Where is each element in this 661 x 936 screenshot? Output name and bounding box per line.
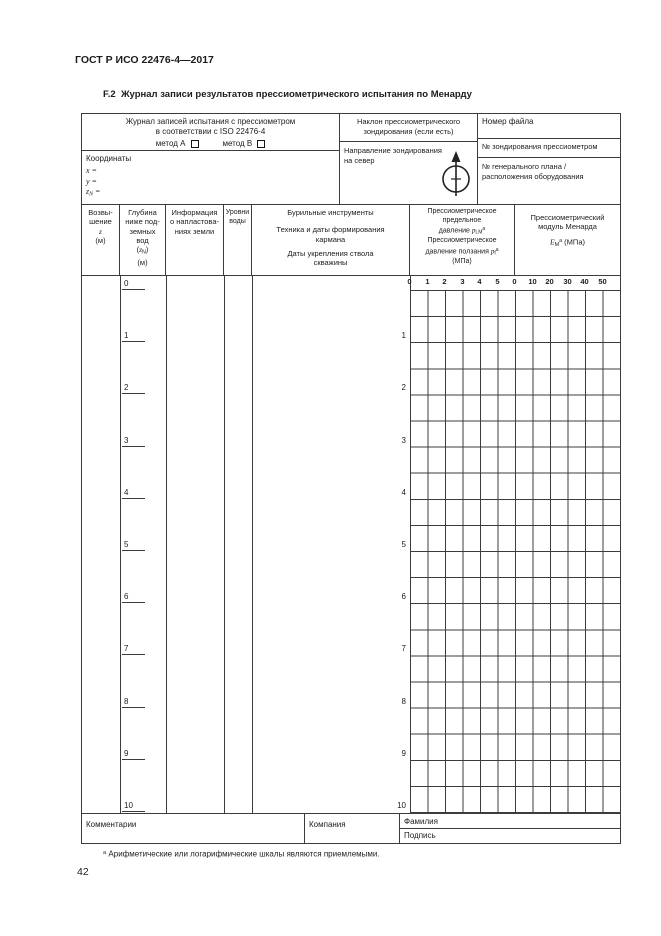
method-a-label: метод A xyxy=(155,139,186,148)
incline-line2: зондирования (если есть) xyxy=(363,126,454,136)
direction-box xyxy=(340,142,478,204)
drill-line2: Техника и даты формирования xyxy=(276,225,385,235)
elevation-unit: (м) xyxy=(95,235,106,245)
depth-label-left: 4 xyxy=(122,487,145,499)
pressuremeter-form xyxy=(81,113,621,844)
coordinates-title: Координаты xyxy=(86,154,132,163)
file-number-label: Номер файла xyxy=(482,117,534,126)
depth-label-left: 9 xyxy=(122,748,145,760)
zn-equals: = xyxy=(92,187,101,197)
north-direction-compass-icon xyxy=(439,150,473,201)
method-b-checkbox xyxy=(257,140,265,148)
modulus-symbol-line xyxy=(515,237,620,250)
drill-line1: Бурильные инструменты xyxy=(287,208,374,217)
em-symbol: E xyxy=(550,237,555,247)
plan-line1: № генерального плана / xyxy=(482,162,567,171)
method-a-checkbox xyxy=(191,140,199,148)
depth-label-left: 2 xyxy=(122,382,145,394)
coordinate-zn xyxy=(86,187,339,200)
em-sup: a xyxy=(559,237,563,244)
pressure-unit: (МПа) xyxy=(452,258,472,265)
footnote-text: Арифметические или логарифмические шкалы являются приемлемыми. xyxy=(106,849,380,859)
zn-subscript: N xyxy=(89,191,93,198)
depth-label-right: 9 xyxy=(401,749,406,758)
elevation-line2: шение xyxy=(89,217,112,227)
incline-line1: Наклон прессиометрического xyxy=(356,117,461,126)
footer-row xyxy=(82,813,620,843)
journal-header-box xyxy=(82,114,340,151)
pressure-tick: 4 xyxy=(477,277,482,286)
depth-symbol xyxy=(120,245,165,258)
pf-sup: a xyxy=(495,246,499,253)
plm-sub: LM xyxy=(475,229,483,236)
journal-line1: Журнал записей испытания с прессиометром xyxy=(125,117,296,126)
pressure-tick: 5 xyxy=(495,277,500,286)
depth-label-right: 6 xyxy=(401,592,406,601)
depth-line1: Глубина xyxy=(128,208,157,217)
depth-label-right: 4 xyxy=(401,488,406,497)
depth-label-left: 8 xyxy=(122,696,145,708)
footnote xyxy=(103,849,380,859)
pressure-line3-pre: давление xyxy=(438,227,472,235)
method-b xyxy=(223,139,266,149)
table-header xyxy=(82,204,620,276)
pf-sub: f xyxy=(494,250,496,257)
zn-symbol: z xyxy=(86,187,90,197)
column-divider xyxy=(252,276,253,813)
depth-label-right: 5 xyxy=(401,540,406,549)
modulus-tick: 30 xyxy=(563,277,572,286)
pressure-tick: 2 xyxy=(442,277,447,286)
pressure-line1: Прессиометрическое xyxy=(427,208,497,215)
modulus-line2: модуль Менарда xyxy=(538,222,597,232)
column-divider xyxy=(224,276,225,813)
depth-paren-close: ) xyxy=(145,245,149,255)
depth-line3: земных xyxy=(129,226,156,236)
incline-box xyxy=(340,114,478,142)
plan-line2: расположения оборудования xyxy=(482,171,584,181)
drill-line3: кармана xyxy=(315,234,346,244)
depth-label-left: 6 xyxy=(122,591,145,603)
col-header-modulus xyxy=(515,205,620,275)
depth-label-left: 3 xyxy=(122,435,145,447)
depth-line4: вод xyxy=(136,235,149,245)
pf-symbol: p xyxy=(490,247,495,256)
depth-label-left: 0 xyxy=(122,278,145,290)
sounding-number-box xyxy=(478,139,620,158)
depth-label-right: 2 xyxy=(401,383,406,392)
elevation-symbol: z xyxy=(99,226,102,236)
col-header-elevation xyxy=(82,205,120,275)
comments-label: Комментарии xyxy=(86,820,137,829)
depth-label-left: 1 xyxy=(122,330,145,342)
surname-label: Фамилия xyxy=(400,814,620,829)
modulus-unit: (МПа) xyxy=(562,237,585,247)
table-body xyxy=(82,276,620,813)
pressure-tick: 3 xyxy=(460,277,465,286)
water-line2: воды xyxy=(229,218,246,226)
drill-line5: скважины xyxy=(313,258,348,268)
pressure-tick: 0 xyxy=(407,277,412,286)
em-sub: M xyxy=(554,241,560,248)
pressuremeter-chart-grid xyxy=(410,290,620,813)
pressure-line2: предельное xyxy=(442,216,482,224)
strata-line2: о напластова- xyxy=(169,217,220,227)
modulus-line1: Прессиометрический xyxy=(530,213,605,222)
page-number: 42 xyxy=(77,866,89,878)
strata-line3: ниях земли xyxy=(174,226,215,236)
depth-label-right: 10 xyxy=(397,801,406,810)
modulus-tick: 20 xyxy=(545,277,554,286)
company-cell xyxy=(305,814,400,843)
pressure-line4: Прессиометрическое xyxy=(427,237,497,245)
method-row xyxy=(82,139,339,149)
plm-sup: a xyxy=(482,226,486,233)
journal-line2: в соответствии с ISO 22476-4 xyxy=(155,126,266,136)
col-header-depth xyxy=(120,205,166,275)
elevation-line1: Возвы- xyxy=(88,208,113,217)
water-line1: Уровни xyxy=(225,209,250,216)
direction-line2: на север xyxy=(344,155,375,165)
pressure-line5-pre: давление ползания xyxy=(425,248,491,256)
depth-label-left: 7 xyxy=(122,643,145,655)
pressure-creep-symbol-line xyxy=(410,246,514,258)
strata-line1: Информация xyxy=(171,208,218,217)
direction-text xyxy=(344,146,446,165)
method-a xyxy=(156,139,199,149)
depth-z-sub: N xyxy=(142,249,146,256)
column-divider xyxy=(120,276,121,813)
signature-label: Подпись xyxy=(404,831,436,840)
section-title: F.2 Журнал записи результатов прессиометрического испытания по Менарду xyxy=(103,89,472,100)
modulus-tick: 40 xyxy=(580,277,589,286)
pressure-limit-symbol-line xyxy=(410,225,514,237)
depth-unit: (м) xyxy=(137,257,148,267)
depth-label-left: 5 xyxy=(122,539,145,551)
column-divider xyxy=(166,276,167,813)
depth-label-left: 10 xyxy=(122,800,145,812)
depth-label-right: 3 xyxy=(401,436,406,445)
direction-line1: Направление зондирования xyxy=(344,146,442,155)
modulus-tick: 0 xyxy=(512,277,517,286)
name-signature-cell xyxy=(400,814,620,843)
footnote-marker: a xyxy=(103,850,107,856)
plan-box xyxy=(478,158,620,204)
coordinates-box xyxy=(82,151,340,204)
company-label: Компания xyxy=(309,820,346,829)
coordinate-y: y = xyxy=(86,176,97,186)
col-header-water xyxy=(224,205,252,275)
depth-label-right: 7 xyxy=(401,644,406,653)
depth-z: z xyxy=(139,245,142,255)
col-header-drill xyxy=(252,205,410,275)
drill-line4: Даты укрепления ствола xyxy=(287,248,374,258)
file-number-box xyxy=(478,114,620,139)
modulus-tick: 50 xyxy=(598,277,607,286)
col-header-pressure xyxy=(410,205,515,275)
depth-line2: ниже под- xyxy=(125,217,160,227)
standard-number: ГОСТ Р ИСО 22476-4—2017 xyxy=(75,54,214,66)
plm-symbol: p xyxy=(471,226,476,235)
comments-cell xyxy=(82,814,305,843)
depth-label-right: 1 xyxy=(401,331,406,340)
col-header-strata xyxy=(166,205,224,275)
pressure-tick: 1 xyxy=(425,277,430,286)
method-b-label: метод B xyxy=(222,139,253,148)
depth-label-right: 8 xyxy=(401,697,406,706)
sounding-number-label: № зондирования прессиометром xyxy=(482,142,598,151)
modulus-tick: 10 xyxy=(528,277,537,286)
depth-paren-open: ( xyxy=(136,245,140,255)
coordinate-x: x = xyxy=(86,165,97,175)
